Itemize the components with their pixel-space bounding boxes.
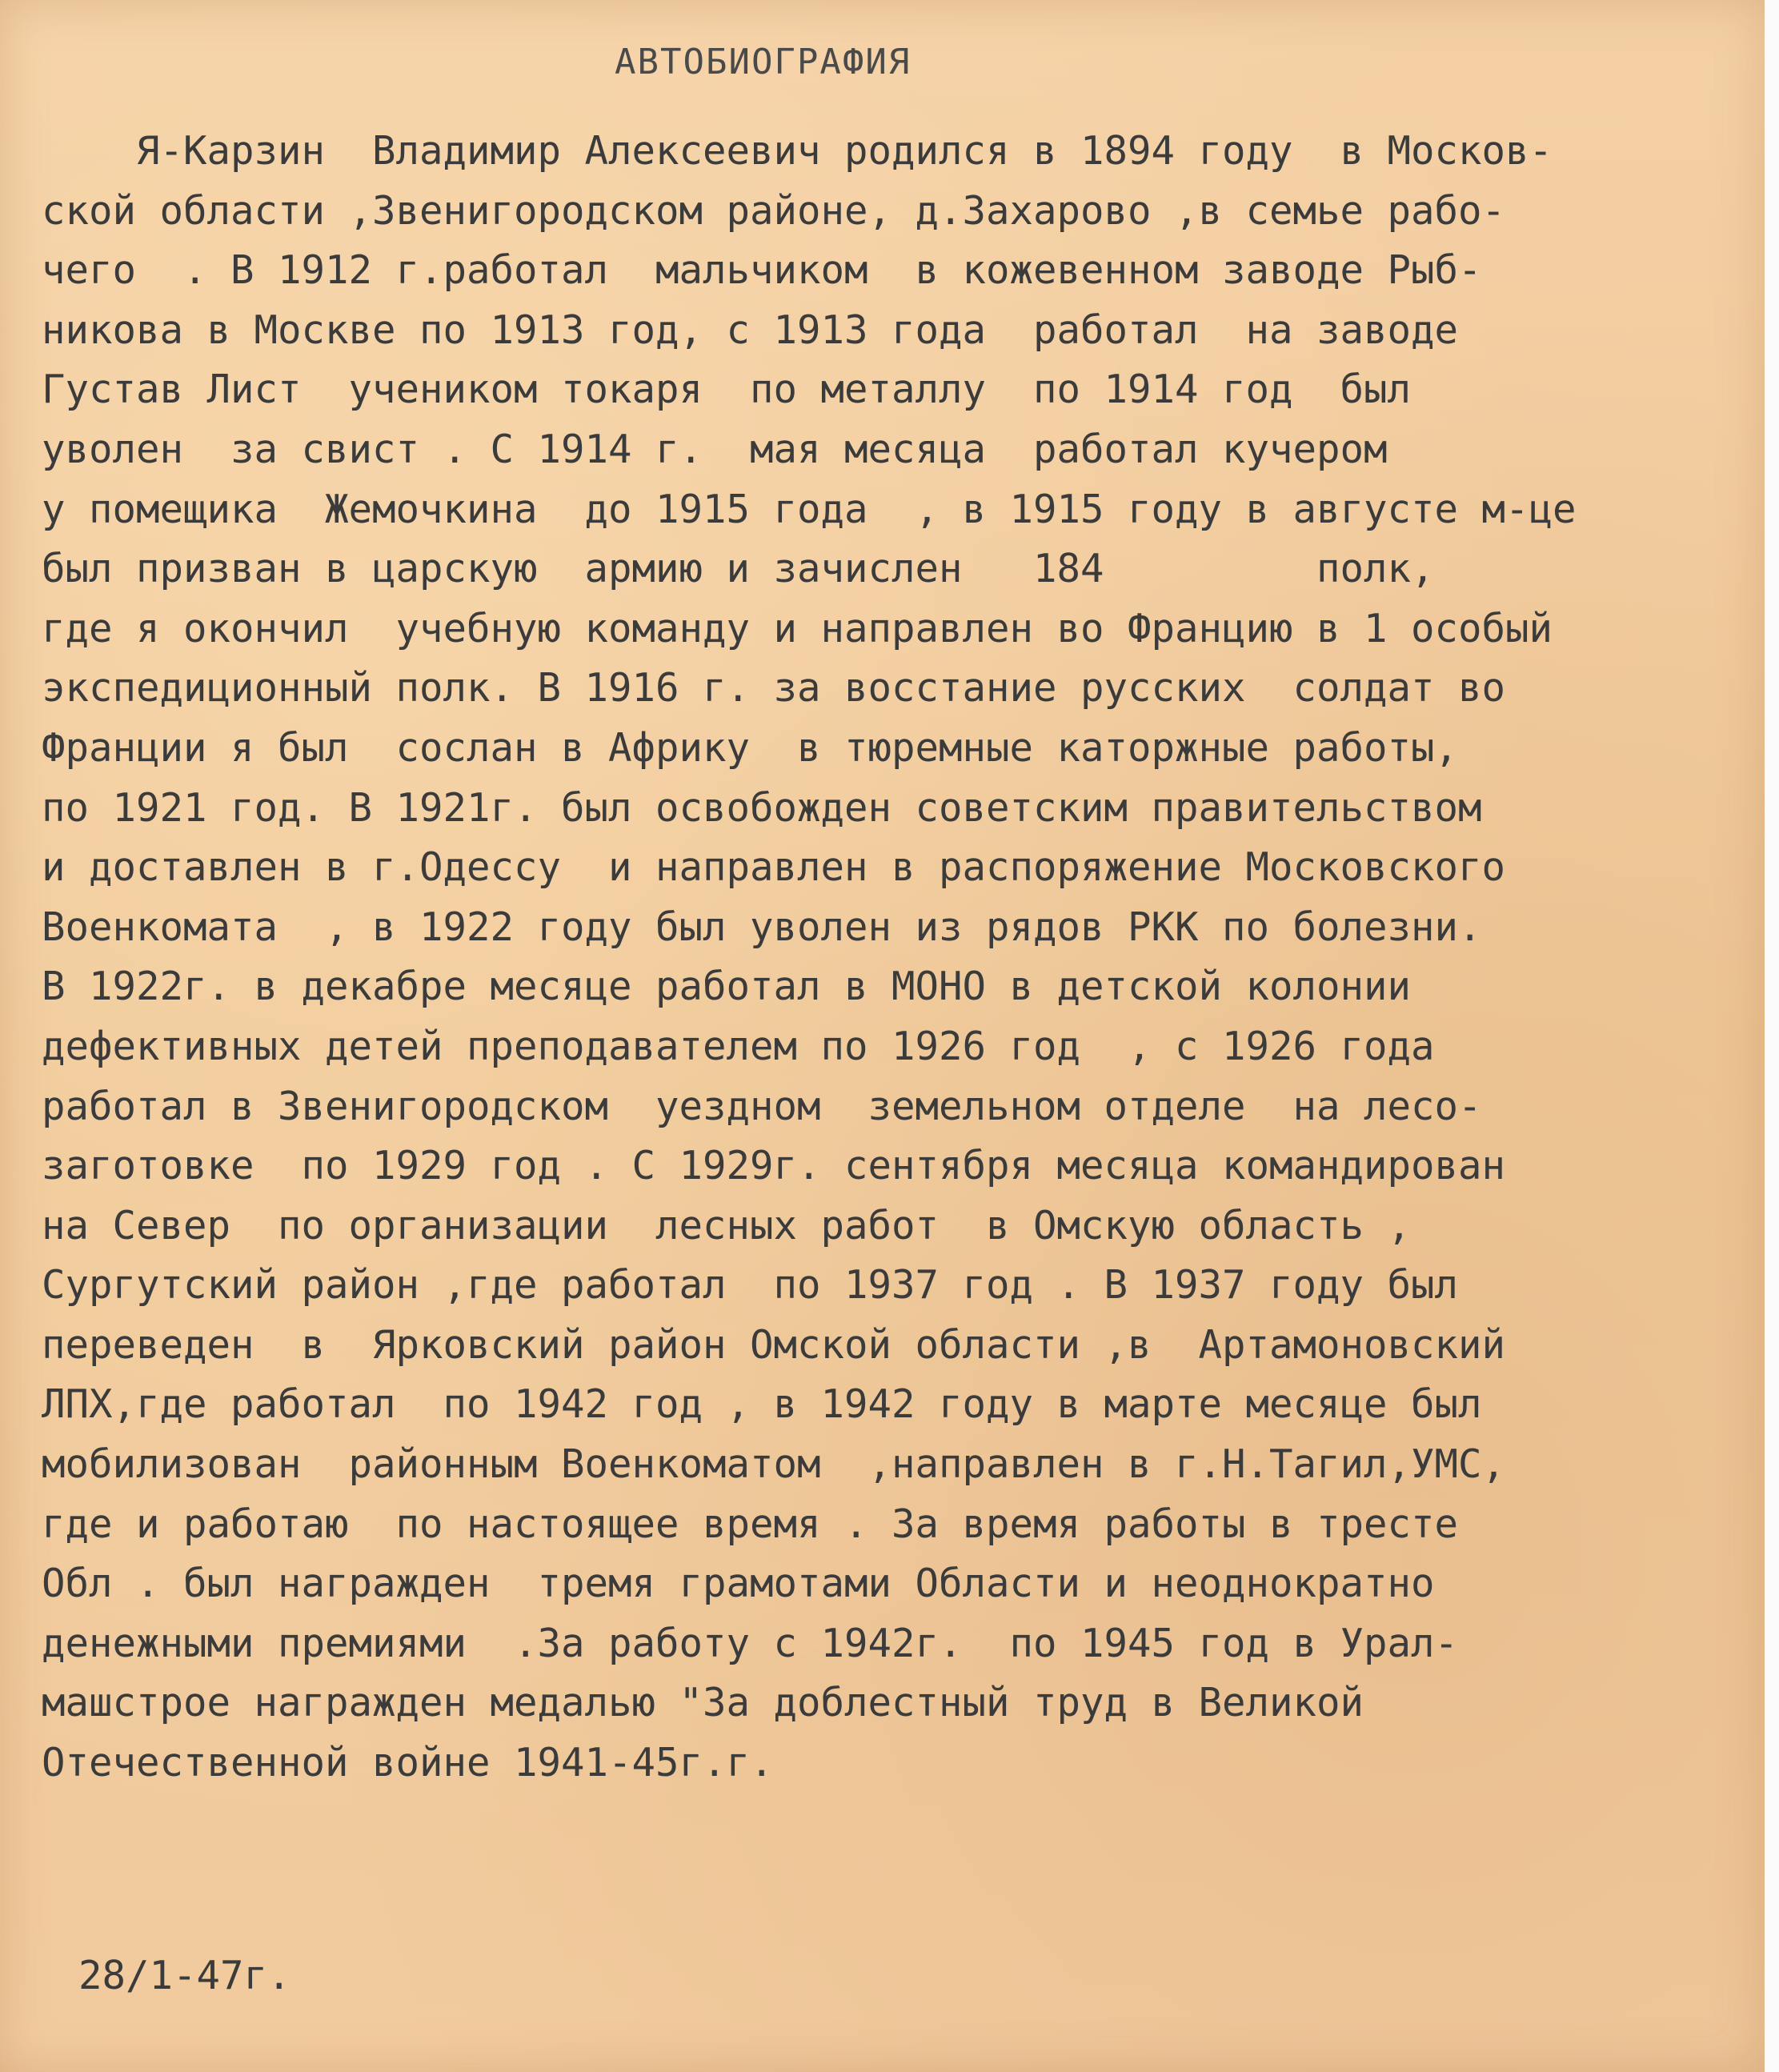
- text-line: на Север по организации лесных работ в Омскую область ,: [42, 1202, 1412, 1248]
- text-line: Сургутский район ,где работал по 1937 год . В 1937 году был: [42, 1262, 1459, 1309]
- text-line: Густав Лист учеником токаря по металлу по 1914 год был: [42, 367, 1412, 413]
- scan-margin: [1765, 0, 1779, 2072]
- text-line: где я окончил учебную команду и направлен во Францию в 1 особый: [42, 605, 1553, 651]
- text-line: переведен в Ярковский район Омской области ,в Артамоновский: [42, 1321, 1506, 1368]
- text-line: Военкомата , в 1922 году был уволен из рядов РКК по болезни.: [42, 904, 1482, 950]
- text-line: уволен за свист . С 1914 г. мая месяца работал кучером: [42, 426, 1388, 472]
- autobiography-text: [42, 122, 1754, 1793]
- text-line: чего . В 1912 г.работал мальчиком в кожевенном заводе Рыб-: [42, 247, 1482, 294]
- text-line: ЛПХ,где работал по 1942 год , в 1942 году в марте месяце был: [42, 1381, 1482, 1428]
- text-line: экспедиционный полк. В 1916 г. за восстание русских солдат во: [42, 665, 1506, 711]
- document-date: 28/1-47г.: [78, 1953, 291, 1998]
- text-line: Отечественной войне 1941-45г.г.: [42, 1740, 774, 1786]
- text-line: у помещика Жемочкина до 1915 года , в 1915 году в августе м-це: [42, 486, 1577, 532]
- text-line: никова в Москве по 1913 год, с 1913 года работал на заводе: [42, 307, 1459, 353]
- text-line: мобилизован районным Военкоматом ,направлен в г.Н.Тагил,УМС,: [42, 1441, 1506, 1488]
- text-line: работал в Звенигородском уездном земельном отделе на лесо-: [42, 1083, 1482, 1129]
- text-line: В 1922г. в декабре месяце работал в МОНО в детской колонии: [42, 964, 1412, 1010]
- text-line: по 1921 год. В 1921г. был освобожден советским правительством: [42, 784, 1482, 831]
- text-line: Обл . был награжден тремя грамотами Области и неоднократно: [42, 1561, 1435, 1607]
- text-line: где и работаю по настоящее время . За время работы в тресте: [42, 1501, 1459, 1547]
- text-line: денежными премиями .За работу с 1942г. по 1945 год в Урал-: [42, 1620, 1459, 1666]
- text-line: заготовке по 1929 год . С 1929г. сентября месяца командирован: [42, 1143, 1506, 1189]
- text-line: и доставлен в г.Одессу и направлен в распоряжение Московского: [42, 844, 1506, 891]
- text-line: был призван в царскую армию и зачислен 184 полк,: [42, 546, 1435, 592]
- document-title: АВТОБИОГРАФИЯ: [615, 42, 912, 82]
- text-line: Я-Карзин Владимир Алексеевич родился в 1894 году в Москов-: [42, 128, 1553, 174]
- text-line: Франции я был сослан в Африку в тюремные каторжные работы,: [42, 724, 1459, 771]
- text-line: ской области ,Звенигородском районе, д.Захарово ,в семье рабо-: [42, 187, 1506, 234]
- text-line: дефективных детей преподавателем по 1926 год , с 1926 года: [42, 1023, 1435, 1069]
- text-line: машстрое награжден медалью "За доблестный труд в Великой: [42, 1680, 1364, 1726]
